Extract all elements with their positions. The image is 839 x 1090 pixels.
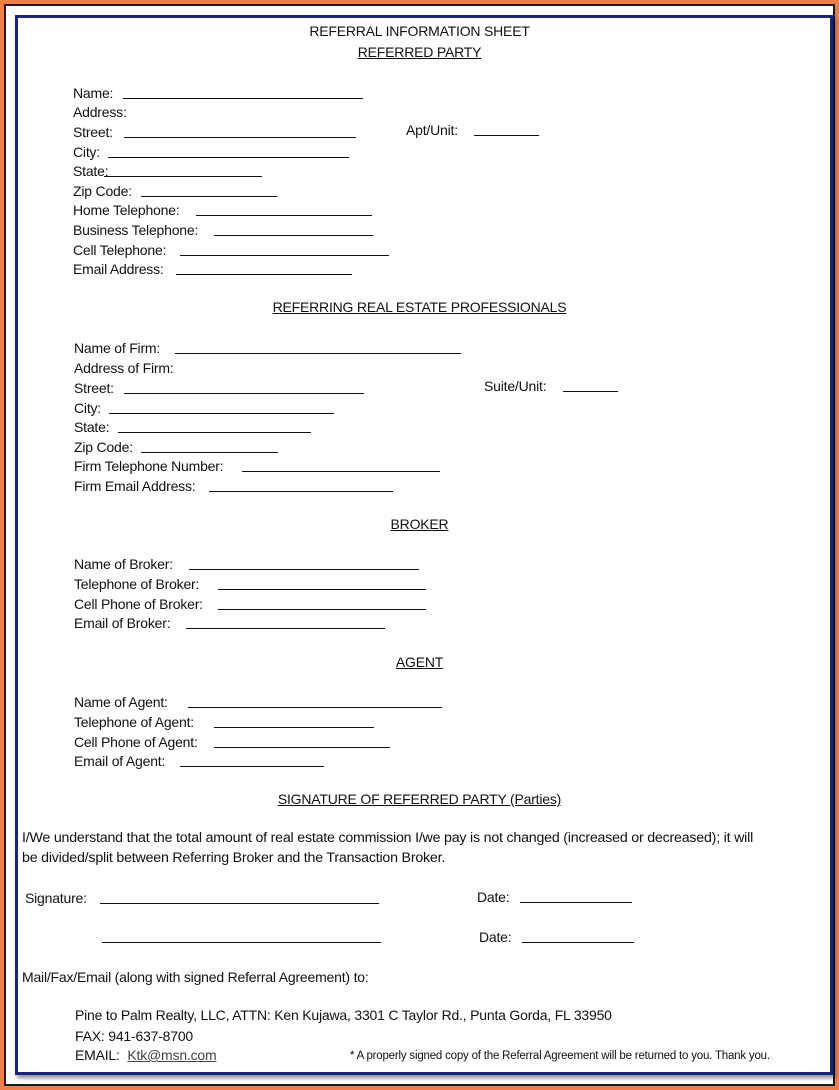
firm-name-label: Name of Firm: <box>74 340 161 356</box>
mail-address: Pine to Palm Realty, LLC, ATTN: Ken Kujawa, 3301 C Taylor Rd., Punta Gorda, FL 33950 <box>75 1007 612 1023</box>
firm-address-label: Address of Firm: <box>74 360 174 376</box>
address-label: Address: <box>73 104 127 120</box>
business-tel-label: Business Telephone: <box>73 222 199 238</box>
agent-cell-label: Cell Phone of Agent: <box>74 734 198 750</box>
name-label: Name: <box>73 85 114 101</box>
email-field[interactable] <box>176 274 352 275</box>
mail-fax: FAX: 941-637-8700 <box>75 1028 194 1044</box>
broker-cell-field[interactable] <box>218 609 426 610</box>
home-tel-field[interactable] <box>196 215 372 216</box>
section-heading-broker: BROKER <box>390 516 449 532</box>
broker-tel-label: Telephone of Broker: <box>74 576 200 592</box>
section-heading-referred-party: REFERRED PARTY <box>357 44 482 60</box>
business-tel-field[interactable] <box>214 235 373 236</box>
firm-state-label: State: <box>74 419 110 435</box>
zip-field[interactable] <box>141 196 277 197</box>
mail-email-link[interactable]: Ktk@msn.com <box>127 1047 217 1063</box>
firm-zip-field[interactable] <box>141 452 278 453</box>
city-field[interactable] <box>108 157 349 158</box>
document-sheet <box>15 15 833 1075</box>
firm-zip-label: Zip Code: <box>74 439 133 455</box>
firm-state-field[interactable] <box>118 432 311 433</box>
street-field[interactable] <box>124 137 356 138</box>
home-tel-label: Home Telephone: <box>73 202 180 218</box>
date-field-1[interactable] <box>520 902 632 903</box>
mail-intro: Mail/Fax/Email (along with signed Referral Agreement) to: <box>22 969 369 985</box>
firm-tel-field[interactable] <box>242 471 440 472</box>
zip-label: Zip Code: <box>73 183 132 199</box>
date-label-1: Date: <box>477 889 510 905</box>
city-label: City: <box>73 144 101 160</box>
section-heading-agent: AGENT <box>395 654 444 670</box>
agent-email-label: Email of Agent: <box>74 753 166 769</box>
agent-tel-field[interactable] <box>214 727 374 728</box>
broker-name-label: Name of Broker: <box>74 556 173 572</box>
firm-email-label: Firm Email Address: <box>74 478 196 494</box>
section-heading-signature: SIGNATURE OF REFERRED PARTY (Parties) <box>277 791 562 807</box>
name-field[interactable] <box>123 98 363 99</box>
agent-tel-label: Telephone of Agent: <box>74 714 194 730</box>
broker-tel-field[interactable] <box>218 589 426 590</box>
apt-label: Apt/Unit: <box>406 122 458 138</box>
agreement-text-line-2: be divided/split between Referring Broker and the Transaction Broker. <box>22 850 446 866</box>
state-field[interactable] <box>104 176 262 177</box>
firm-email-field[interactable] <box>209 491 393 492</box>
state-label: State: <box>73 163 109 179</box>
firm-name-field[interactable] <box>175 353 461 354</box>
cell-tel-field[interactable] <box>180 255 389 256</box>
broker-email-field[interactable] <box>186 628 385 629</box>
agent-cell-field[interactable] <box>214 747 390 748</box>
firm-city-label: City: <box>74 400 102 416</box>
apt-field[interactable] <box>474 135 539 136</box>
signature-field-2[interactable] <box>102 942 381 943</box>
date-label-2: Date: <box>479 929 512 945</box>
firm-city-field[interactable] <box>109 413 334 414</box>
broker-name-field[interactable] <box>189 569 419 570</box>
broker-email-label: Email of Broker: <box>74 615 171 631</box>
document-title: REFERRAL INFORMATION SHEET <box>309 23 530 39</box>
mail-email-row <box>75 1046 216 1064</box>
signature-label: Signature: <box>25 890 87 906</box>
suite-label: Suite/Unit: <box>484 378 547 394</box>
street-label: Street: <box>73 124 113 140</box>
agreement-text-line-1: I/We understand that the total amount of real estate commission I/we pay is not changed (increased or decreased); it will <box>22 830 754 846</box>
signature-field-1[interactable] <box>100 903 379 904</box>
firm-street-label: Street: <box>74 380 114 396</box>
firm-street-field[interactable] <box>124 393 364 394</box>
footer-note: * A properly signed copy of the Referral Agreement will be returned to you. Thank you. <box>350 1050 770 1062</box>
mail-email-label: EMAIL: <box>75 1047 120 1063</box>
agent-name-field[interactable] <box>188 707 442 708</box>
firm-tel-label: Firm Telephone Number: <box>74 458 224 474</box>
email-label: Email Address: <box>73 261 164 277</box>
suite-field[interactable] <box>563 391 618 392</box>
section-heading-professionals: REFERRING REAL ESTATE PROFESSIONALS <box>272 299 567 315</box>
agent-email-field[interactable] <box>180 766 324 767</box>
agent-name-label: Name of Agent: <box>74 694 168 710</box>
cell-tel-label: Cell Telephone: <box>73 242 167 258</box>
date-field-2[interactable] <box>522 942 634 943</box>
broker-cell-label: Cell Phone of Broker: <box>74 596 203 612</box>
